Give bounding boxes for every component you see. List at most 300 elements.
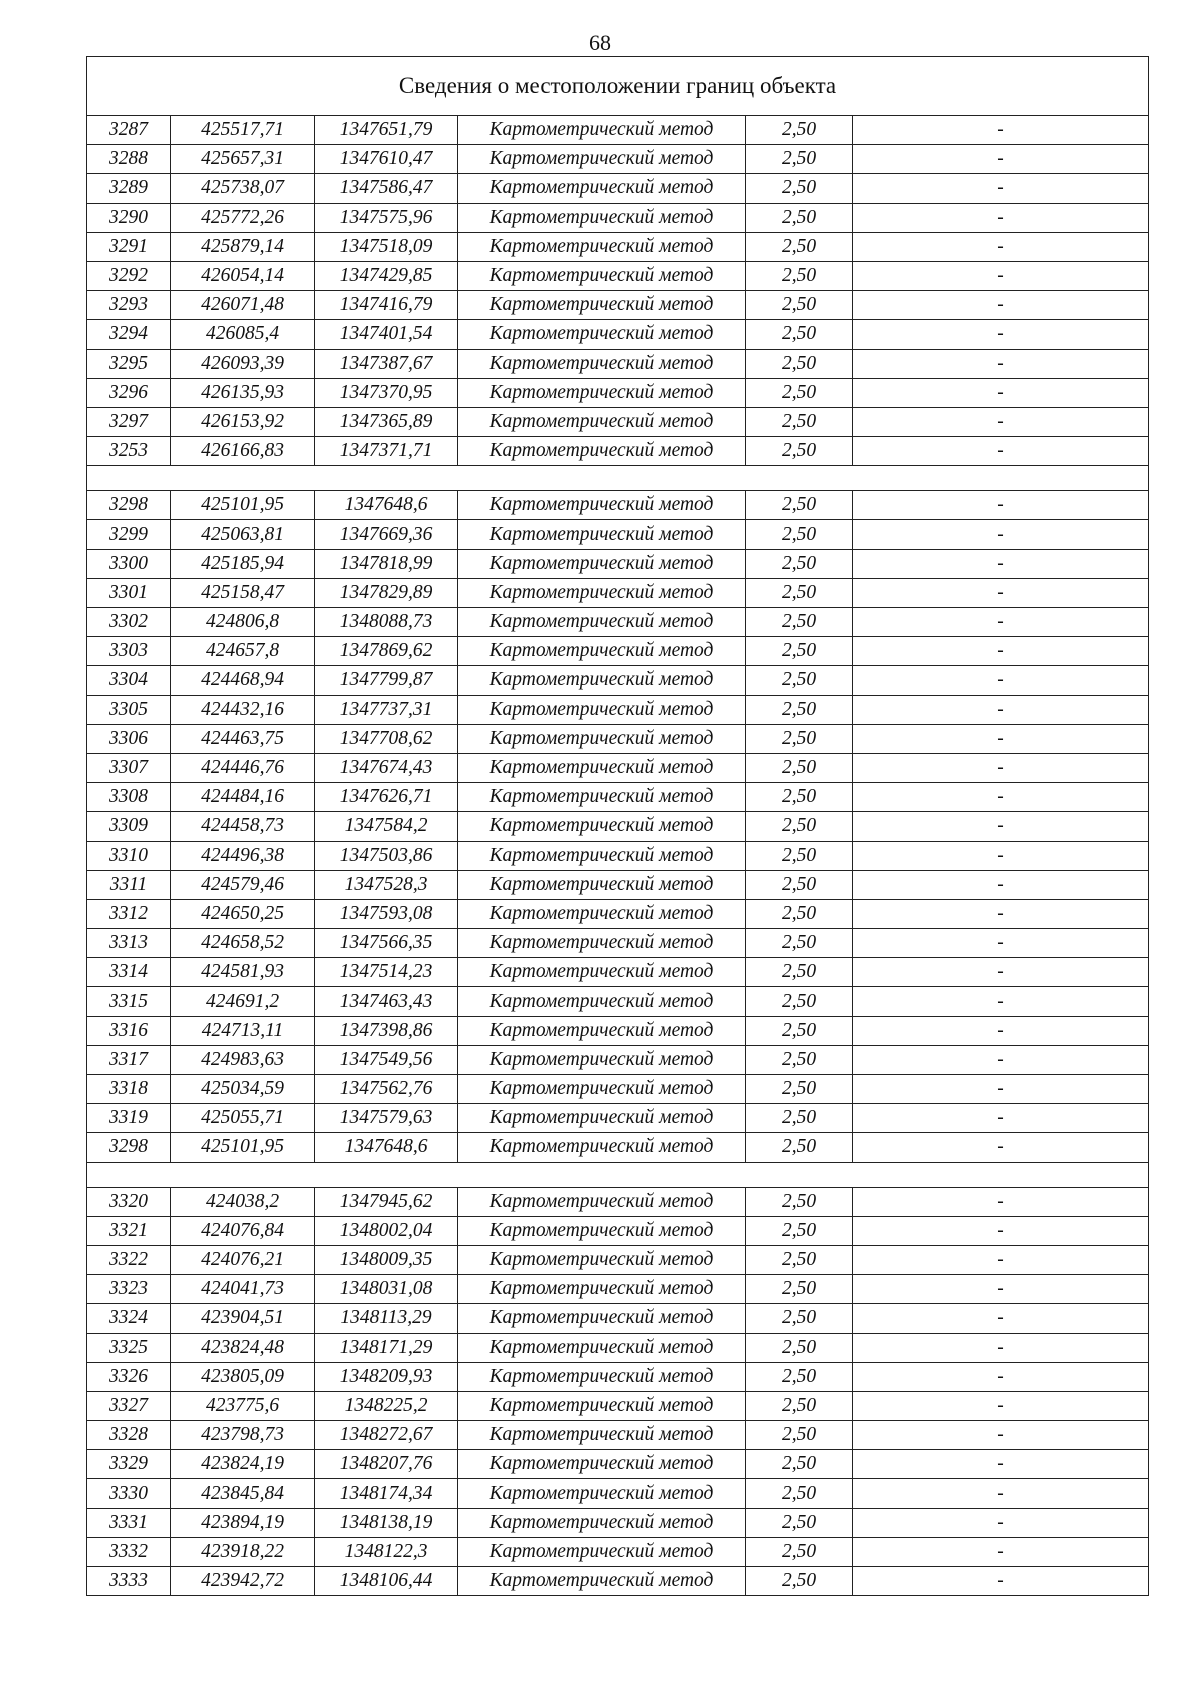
cell-description: -	[853, 637, 1149, 666]
cell-coord-x: 426071,48	[171, 291, 315, 320]
cell-point-number: 3298	[87, 491, 171, 520]
cell-method: Картометрический метод	[458, 320, 746, 349]
cell-coord-y: 1348171,29	[315, 1333, 458, 1362]
cell-description: -	[853, 1275, 1149, 1304]
cell-point-number: 3299	[87, 520, 171, 549]
cell-point-number: 3324	[87, 1304, 171, 1333]
table-row	[87, 437, 1149, 466]
cell-point-number: 3301	[87, 578, 171, 607]
table-row	[87, 753, 1149, 782]
cell-method: Картометрический метод	[458, 578, 746, 607]
cell-point-number: 3319	[87, 1104, 171, 1133]
cell-point-number: 3315	[87, 987, 171, 1016]
table-row	[87, 1421, 1149, 1450]
cell-coord-y: 1347945,62	[315, 1187, 458, 1216]
cell-coord-x: 424463,75	[171, 724, 315, 753]
table-row	[87, 1016, 1149, 1045]
cell-accuracy: 2,50	[746, 783, 853, 812]
cell-description: -	[853, 203, 1149, 232]
cell-method: Картометрический метод	[458, 1333, 746, 1362]
table-row	[87, 637, 1149, 666]
cell-coord-y: 1347387,67	[315, 349, 458, 378]
cell-coord-x: 426085,4	[171, 320, 315, 349]
cell-point-number: 3316	[87, 1016, 171, 1045]
cell-coord-y: 1347586,47	[315, 174, 458, 203]
cell-description: -	[853, 407, 1149, 436]
cell-description: -	[853, 753, 1149, 782]
cell-accuracy: 2,50	[746, 1362, 853, 1391]
cell-description: -	[853, 1304, 1149, 1333]
cell-coord-x: 424691,2	[171, 987, 315, 1016]
table-row	[87, 261, 1149, 290]
cell-coord-y: 1347674,43	[315, 753, 458, 782]
cell-accuracy: 2,50	[746, 116, 853, 145]
cell-coord-y: 1348031,08	[315, 1275, 458, 1304]
cell-coord-y: 1347818,99	[315, 549, 458, 578]
cell-coord-x: 425063,81	[171, 520, 315, 549]
table-row	[87, 1450, 1149, 1479]
cell-coord-y: 1347579,63	[315, 1104, 458, 1133]
table-row	[87, 549, 1149, 578]
cell-method: Картометрический метод	[458, 378, 746, 407]
table-row	[87, 1362, 1149, 1391]
cell-coord-y: 1347371,71	[315, 437, 458, 466]
cell-method: Картометрический метод	[458, 695, 746, 724]
cell-description: -	[853, 695, 1149, 724]
cell-description: -	[853, 1133, 1149, 1162]
cell-description: -	[853, 578, 1149, 607]
cell-coord-x: 425185,94	[171, 549, 315, 578]
cell-method: Картометрический метод	[458, 1479, 746, 1508]
group-separator-row	[87, 466, 1149, 491]
cell-method: Картометрический метод	[458, 1537, 746, 1566]
cell-accuracy: 2,50	[746, 929, 853, 958]
table-row	[87, 1187, 1149, 1216]
cell-method: Картометрический метод	[458, 1421, 746, 1450]
cell-coord-x: 424496,38	[171, 841, 315, 870]
cell-coord-x: 423845,84	[171, 1479, 315, 1508]
table-row	[87, 608, 1149, 637]
cell-accuracy: 2,50	[746, 1421, 853, 1450]
cell-coord-y: 1347463,43	[315, 987, 458, 1016]
cell-coord-y: 1347549,56	[315, 1045, 458, 1074]
cell-method: Картометрический метод	[458, 261, 746, 290]
cell-accuracy: 2,50	[746, 520, 853, 549]
cell-coord-y: 1347398,86	[315, 1016, 458, 1045]
cell-point-number: 3293	[87, 291, 171, 320]
cell-accuracy: 2,50	[746, 320, 853, 349]
table-row	[87, 1537, 1149, 1566]
cell-point-number: 3322	[87, 1245, 171, 1274]
cell-point-number: 3327	[87, 1391, 171, 1420]
cell-coord-x: 426054,14	[171, 261, 315, 290]
cell-method: Картометрический метод	[458, 549, 746, 578]
group-separator-row	[87, 1162, 1149, 1187]
cell-accuracy: 2,50	[746, 1567, 853, 1596]
cell-accuracy: 2,50	[746, 637, 853, 666]
table-row	[87, 1104, 1149, 1133]
cell-description: -	[853, 870, 1149, 899]
cell-coord-x: 424076,84	[171, 1216, 315, 1245]
cell-accuracy: 2,50	[746, 1075, 853, 1104]
cell-description: -	[853, 174, 1149, 203]
cell-accuracy: 2,50	[746, 1508, 853, 1537]
cell-accuracy: 2,50	[746, 1104, 853, 1133]
cell-description: -	[853, 261, 1149, 290]
cell-method: Картометрический метод	[458, 812, 746, 841]
page-number: 68	[589, 30, 611, 55]
cell-point-number: 3320	[87, 1187, 171, 1216]
cell-point-number: 3298	[87, 1133, 171, 1162]
cell-point-number: 3304	[87, 666, 171, 695]
table-row	[87, 695, 1149, 724]
cell-coord-x: 425772,26	[171, 203, 315, 232]
cell-point-number: 3287	[87, 116, 171, 145]
table-row	[87, 116, 1149, 145]
cell-method: Картометрический метод	[458, 637, 746, 666]
table-row	[87, 841, 1149, 870]
cell-point-number: 3330	[87, 1479, 171, 1508]
cell-accuracy: 2,50	[746, 1045, 853, 1074]
cell-method: Картометрический метод	[458, 232, 746, 261]
table-row	[87, 783, 1149, 812]
cell-coord-x: 424038,2	[171, 1187, 315, 1216]
cell-coord-y: 1347648,6	[315, 1133, 458, 1162]
cell-description: -	[853, 1245, 1149, 1274]
cell-method: Картометрический метод	[458, 1362, 746, 1391]
group-separator-cell	[87, 1162, 1149, 1187]
cell-coord-x: 423775,6	[171, 1391, 315, 1420]
cell-method: Картометрический метод	[458, 899, 746, 928]
cell-coord-y: 1348272,67	[315, 1421, 458, 1450]
cell-accuracy: 2,50	[746, 1216, 853, 1245]
cell-method: Картометрический метод	[458, 1216, 746, 1245]
cell-description: -	[853, 929, 1149, 958]
cell-coord-x: 424579,46	[171, 870, 315, 899]
cell-point-number: 3307	[87, 753, 171, 782]
cell-point-number: 3297	[87, 407, 171, 436]
cell-coord-y: 1347503,86	[315, 841, 458, 870]
cell-coord-y: 1347626,71	[315, 783, 458, 812]
cell-accuracy: 2,50	[746, 608, 853, 637]
cell-description: -	[853, 987, 1149, 1016]
cell-accuracy: 2,50	[746, 1133, 853, 1162]
table-row	[87, 578, 1149, 607]
cell-coord-x: 426135,93	[171, 378, 315, 407]
cell-description: -	[853, 1479, 1149, 1508]
cell-point-number: 3305	[87, 695, 171, 724]
cell-accuracy: 2,50	[746, 1391, 853, 1420]
cell-point-number: 3310	[87, 841, 171, 870]
cell-accuracy: 2,50	[746, 899, 853, 928]
cell-accuracy: 2,50	[746, 695, 853, 724]
cell-point-number: 3300	[87, 549, 171, 578]
cell-coord-y: 1348113,29	[315, 1304, 458, 1333]
cell-method: Картометрический метод	[458, 1245, 746, 1274]
cell-coord-y: 1348209,93	[315, 1362, 458, 1391]
cell-coord-x: 425101,95	[171, 1133, 315, 1162]
cell-coord-x: 424581,93	[171, 958, 315, 987]
cell-point-number: 3289	[87, 174, 171, 203]
cell-description: -	[853, 1016, 1149, 1045]
cell-coord-y: 1347737,31	[315, 695, 458, 724]
cell-point-number: 3326	[87, 1362, 171, 1391]
cell-description: -	[853, 1104, 1149, 1133]
cell-accuracy: 2,50	[746, 232, 853, 261]
cell-method: Картометрический метод	[458, 958, 746, 987]
cell-coord-y: 1348122,3	[315, 1537, 458, 1566]
cell-point-number: 3323	[87, 1275, 171, 1304]
cell-point-number: 3321	[87, 1216, 171, 1245]
cell-point-number: 3290	[87, 203, 171, 232]
cell-method: Картометрический метод	[458, 1187, 746, 1216]
cell-point-number: 3296	[87, 378, 171, 407]
cell-accuracy: 2,50	[746, 841, 853, 870]
cell-point-number: 3312	[87, 899, 171, 928]
cell-accuracy: 2,50	[746, 1245, 853, 1274]
cell-accuracy: 2,50	[746, 870, 853, 899]
table-body	[87, 57, 1149, 1596]
cell-point-number: 3308	[87, 783, 171, 812]
cell-point-number: 3303	[87, 637, 171, 666]
cell-point-number: 3325	[87, 1333, 171, 1362]
cell-coord-x: 424468,94	[171, 666, 315, 695]
cell-coord-x: 426153,92	[171, 407, 315, 436]
cell-coord-x: 424458,73	[171, 812, 315, 841]
cell-coord-y: 1348002,04	[315, 1216, 458, 1245]
table-row	[87, 203, 1149, 232]
cell-method: Картометрический метод	[458, 145, 746, 174]
cell-method: Картометрический метод	[458, 1045, 746, 1074]
cell-coord-y: 1347401,54	[315, 320, 458, 349]
cell-coord-x: 425101,95	[171, 491, 315, 520]
cell-method: Картометрический метод	[458, 1567, 746, 1596]
cell-point-number: 3328	[87, 1421, 171, 1450]
cell-coord-x: 423805,09	[171, 1362, 315, 1391]
cell-description: -	[853, 841, 1149, 870]
cell-coord-x: 424983,63	[171, 1045, 315, 1074]
cell-description: -	[853, 1333, 1149, 1362]
table-row	[87, 291, 1149, 320]
cell-coord-x: 423824,48	[171, 1333, 315, 1362]
cell-point-number: 3311	[87, 870, 171, 899]
cell-coord-x: 424713,11	[171, 1016, 315, 1045]
cell-description: -	[853, 549, 1149, 578]
cell-coord-x: 425879,14	[171, 232, 315, 261]
cell-method: Картометрический метод	[458, 349, 746, 378]
cell-accuracy: 2,50	[746, 174, 853, 203]
table-row	[87, 174, 1149, 203]
cell-coord-y: 1347365,89	[315, 407, 458, 436]
cell-method: Картометрический метод	[458, 1075, 746, 1104]
cell-point-number: 3329	[87, 1450, 171, 1479]
cell-coord-y: 1347429,85	[315, 261, 458, 290]
table-row	[87, 958, 1149, 987]
table-row	[87, 1075, 1149, 1104]
cell-method: Картометрический метод	[458, 116, 746, 145]
cell-accuracy: 2,50	[746, 1304, 853, 1333]
cell-method: Картометрический метод	[458, 870, 746, 899]
cell-coord-x: 424076,21	[171, 1245, 315, 1274]
cell-description: -	[853, 608, 1149, 637]
cell-accuracy: 2,50	[746, 666, 853, 695]
cell-description: -	[853, 1421, 1149, 1450]
cell-accuracy: 2,50	[746, 1016, 853, 1045]
cell-coord-x: 424658,52	[171, 929, 315, 958]
cell-method: Картометрический метод	[458, 666, 746, 695]
table-row	[87, 378, 1149, 407]
cell-description: -	[853, 145, 1149, 174]
cell-coord-y: 1348225,2	[315, 1391, 458, 1420]
cell-coord-y: 1347528,3	[315, 870, 458, 899]
cell-coord-x: 424484,16	[171, 783, 315, 812]
cell-coord-x: 425657,31	[171, 145, 315, 174]
table-row	[87, 1567, 1149, 1596]
cell-method: Картометрический метод	[458, 203, 746, 232]
cell-accuracy: 2,50	[746, 724, 853, 753]
cell-accuracy: 2,50	[746, 291, 853, 320]
cell-method: Картометрический метод	[458, 1391, 746, 1420]
cell-description: -	[853, 349, 1149, 378]
cell-description: -	[853, 1391, 1149, 1420]
table-row	[87, 1216, 1149, 1245]
cell-description: -	[853, 783, 1149, 812]
cell-coord-x: 423942,72	[171, 1567, 315, 1596]
cell-coord-y: 1347566,35	[315, 929, 458, 958]
cell-coord-y: 1348009,35	[315, 1245, 458, 1274]
table-row	[87, 1133, 1149, 1162]
cell-coord-x: 425034,59	[171, 1075, 315, 1104]
cell-description: -	[853, 320, 1149, 349]
cell-coord-y: 1347575,96	[315, 203, 458, 232]
cell-coord-x: 426166,83	[171, 437, 315, 466]
table-row	[87, 1479, 1149, 1508]
cell-coord-x: 423918,22	[171, 1537, 315, 1566]
cell-accuracy: 2,50	[746, 437, 853, 466]
cell-coord-y: 1347514,23	[315, 958, 458, 987]
cell-method: Картометрический метод	[458, 841, 746, 870]
cell-description: -	[853, 1537, 1149, 1566]
cell-coord-x: 424432,16	[171, 695, 315, 724]
table-row	[87, 232, 1149, 261]
cell-method: Картометрический метод	[458, 1133, 746, 1162]
cell-coord-y: 1347708,62	[315, 724, 458, 753]
cell-description: -	[853, 812, 1149, 841]
cell-description: -	[853, 899, 1149, 928]
cell-description: -	[853, 724, 1149, 753]
cell-coord-y: 1347648,6	[315, 491, 458, 520]
cell-coord-y: 1348088,73	[315, 608, 458, 637]
cell-description: -	[853, 1450, 1149, 1479]
table-row	[87, 724, 1149, 753]
cell-method: Картометрический метод	[458, 520, 746, 549]
cell-accuracy: 2,50	[746, 753, 853, 782]
cell-coord-x: 425055,71	[171, 1104, 315, 1133]
table-row	[87, 407, 1149, 436]
cell-method: Картометрический метод	[458, 608, 746, 637]
cell-method: Картометрический метод	[458, 1275, 746, 1304]
cell-point-number: 3306	[87, 724, 171, 753]
cell-point-number: 3314	[87, 958, 171, 987]
cell-coord-y: 1347518,09	[315, 232, 458, 261]
cell-accuracy: 2,50	[746, 1333, 853, 1362]
cell-point-number: 3317	[87, 1045, 171, 1074]
cell-coord-x: 424041,73	[171, 1275, 315, 1304]
cell-method: Картометрический метод	[458, 491, 746, 520]
cell-accuracy: 2,50	[746, 349, 853, 378]
cell-description: -	[853, 116, 1149, 145]
cell-description: -	[853, 491, 1149, 520]
cell-method: Картометрический метод	[458, 174, 746, 203]
cell-method: Картометрический метод	[458, 724, 746, 753]
cell-description: -	[853, 378, 1149, 407]
cell-coord-y: 1347869,62	[315, 637, 458, 666]
cell-method: Картометрический метод	[458, 987, 746, 1016]
table-row	[87, 320, 1149, 349]
cell-method: Картометрический метод	[458, 407, 746, 436]
cell-accuracy: 2,50	[746, 549, 853, 578]
table-row	[87, 349, 1149, 378]
cell-method: Картометрический метод	[458, 783, 746, 812]
cell-accuracy: 2,50	[746, 812, 853, 841]
cell-coord-y: 1347669,36	[315, 520, 458, 549]
table-row	[87, 899, 1149, 928]
cell-coord-x: 425517,71	[171, 116, 315, 145]
cell-description: -	[853, 1567, 1149, 1596]
cell-coord-x: 424806,8	[171, 608, 315, 637]
table-row	[87, 987, 1149, 1016]
cell-point-number: 3288	[87, 145, 171, 174]
cell-accuracy: 2,50	[746, 578, 853, 607]
cell-accuracy: 2,50	[746, 1275, 853, 1304]
cell-accuracy: 2,50	[746, 261, 853, 290]
cell-method: Картометрический метод	[458, 929, 746, 958]
cell-description: -	[853, 291, 1149, 320]
cell-coord-x: 425738,07	[171, 174, 315, 203]
table-title-row	[87, 57, 1149, 116]
cell-coord-x: 424446,76	[171, 753, 315, 782]
cell-coord-x: 424657,8	[171, 637, 315, 666]
cell-point-number: 3313	[87, 929, 171, 958]
cell-method: Картометрический метод	[458, 1304, 746, 1333]
cell-description: -	[853, 437, 1149, 466]
cell-point-number: 3292	[87, 261, 171, 290]
cell-coord-y: 1347562,76	[315, 1075, 458, 1104]
cell-point-number: 3302	[87, 608, 171, 637]
table-row	[87, 145, 1149, 174]
cell-description: -	[853, 958, 1149, 987]
cell-coord-y: 1347593,08	[315, 899, 458, 928]
cell-coord-x: 423904,51	[171, 1304, 315, 1333]
cell-coord-y: 1347651,79	[315, 116, 458, 145]
cell-method: Картометрический метод	[458, 1450, 746, 1479]
table-row	[87, 1245, 1149, 1274]
group-separator-cell	[87, 466, 1149, 491]
cell-method: Картометрический метод	[458, 1508, 746, 1537]
table-row	[87, 1304, 1149, 1333]
cell-description: -	[853, 666, 1149, 695]
cell-coord-y: 1347416,79	[315, 291, 458, 320]
cell-description: -	[853, 1075, 1149, 1104]
cell-description: -	[853, 520, 1149, 549]
table-row	[87, 520, 1149, 549]
cell-point-number: 3295	[87, 349, 171, 378]
cell-coord-y: 1347370,95	[315, 378, 458, 407]
cell-method: Картометрический метод	[458, 291, 746, 320]
cell-coord-y: 1347584,2	[315, 812, 458, 841]
cell-coord-y: 1348174,34	[315, 1479, 458, 1508]
cell-description: -	[853, 232, 1149, 261]
